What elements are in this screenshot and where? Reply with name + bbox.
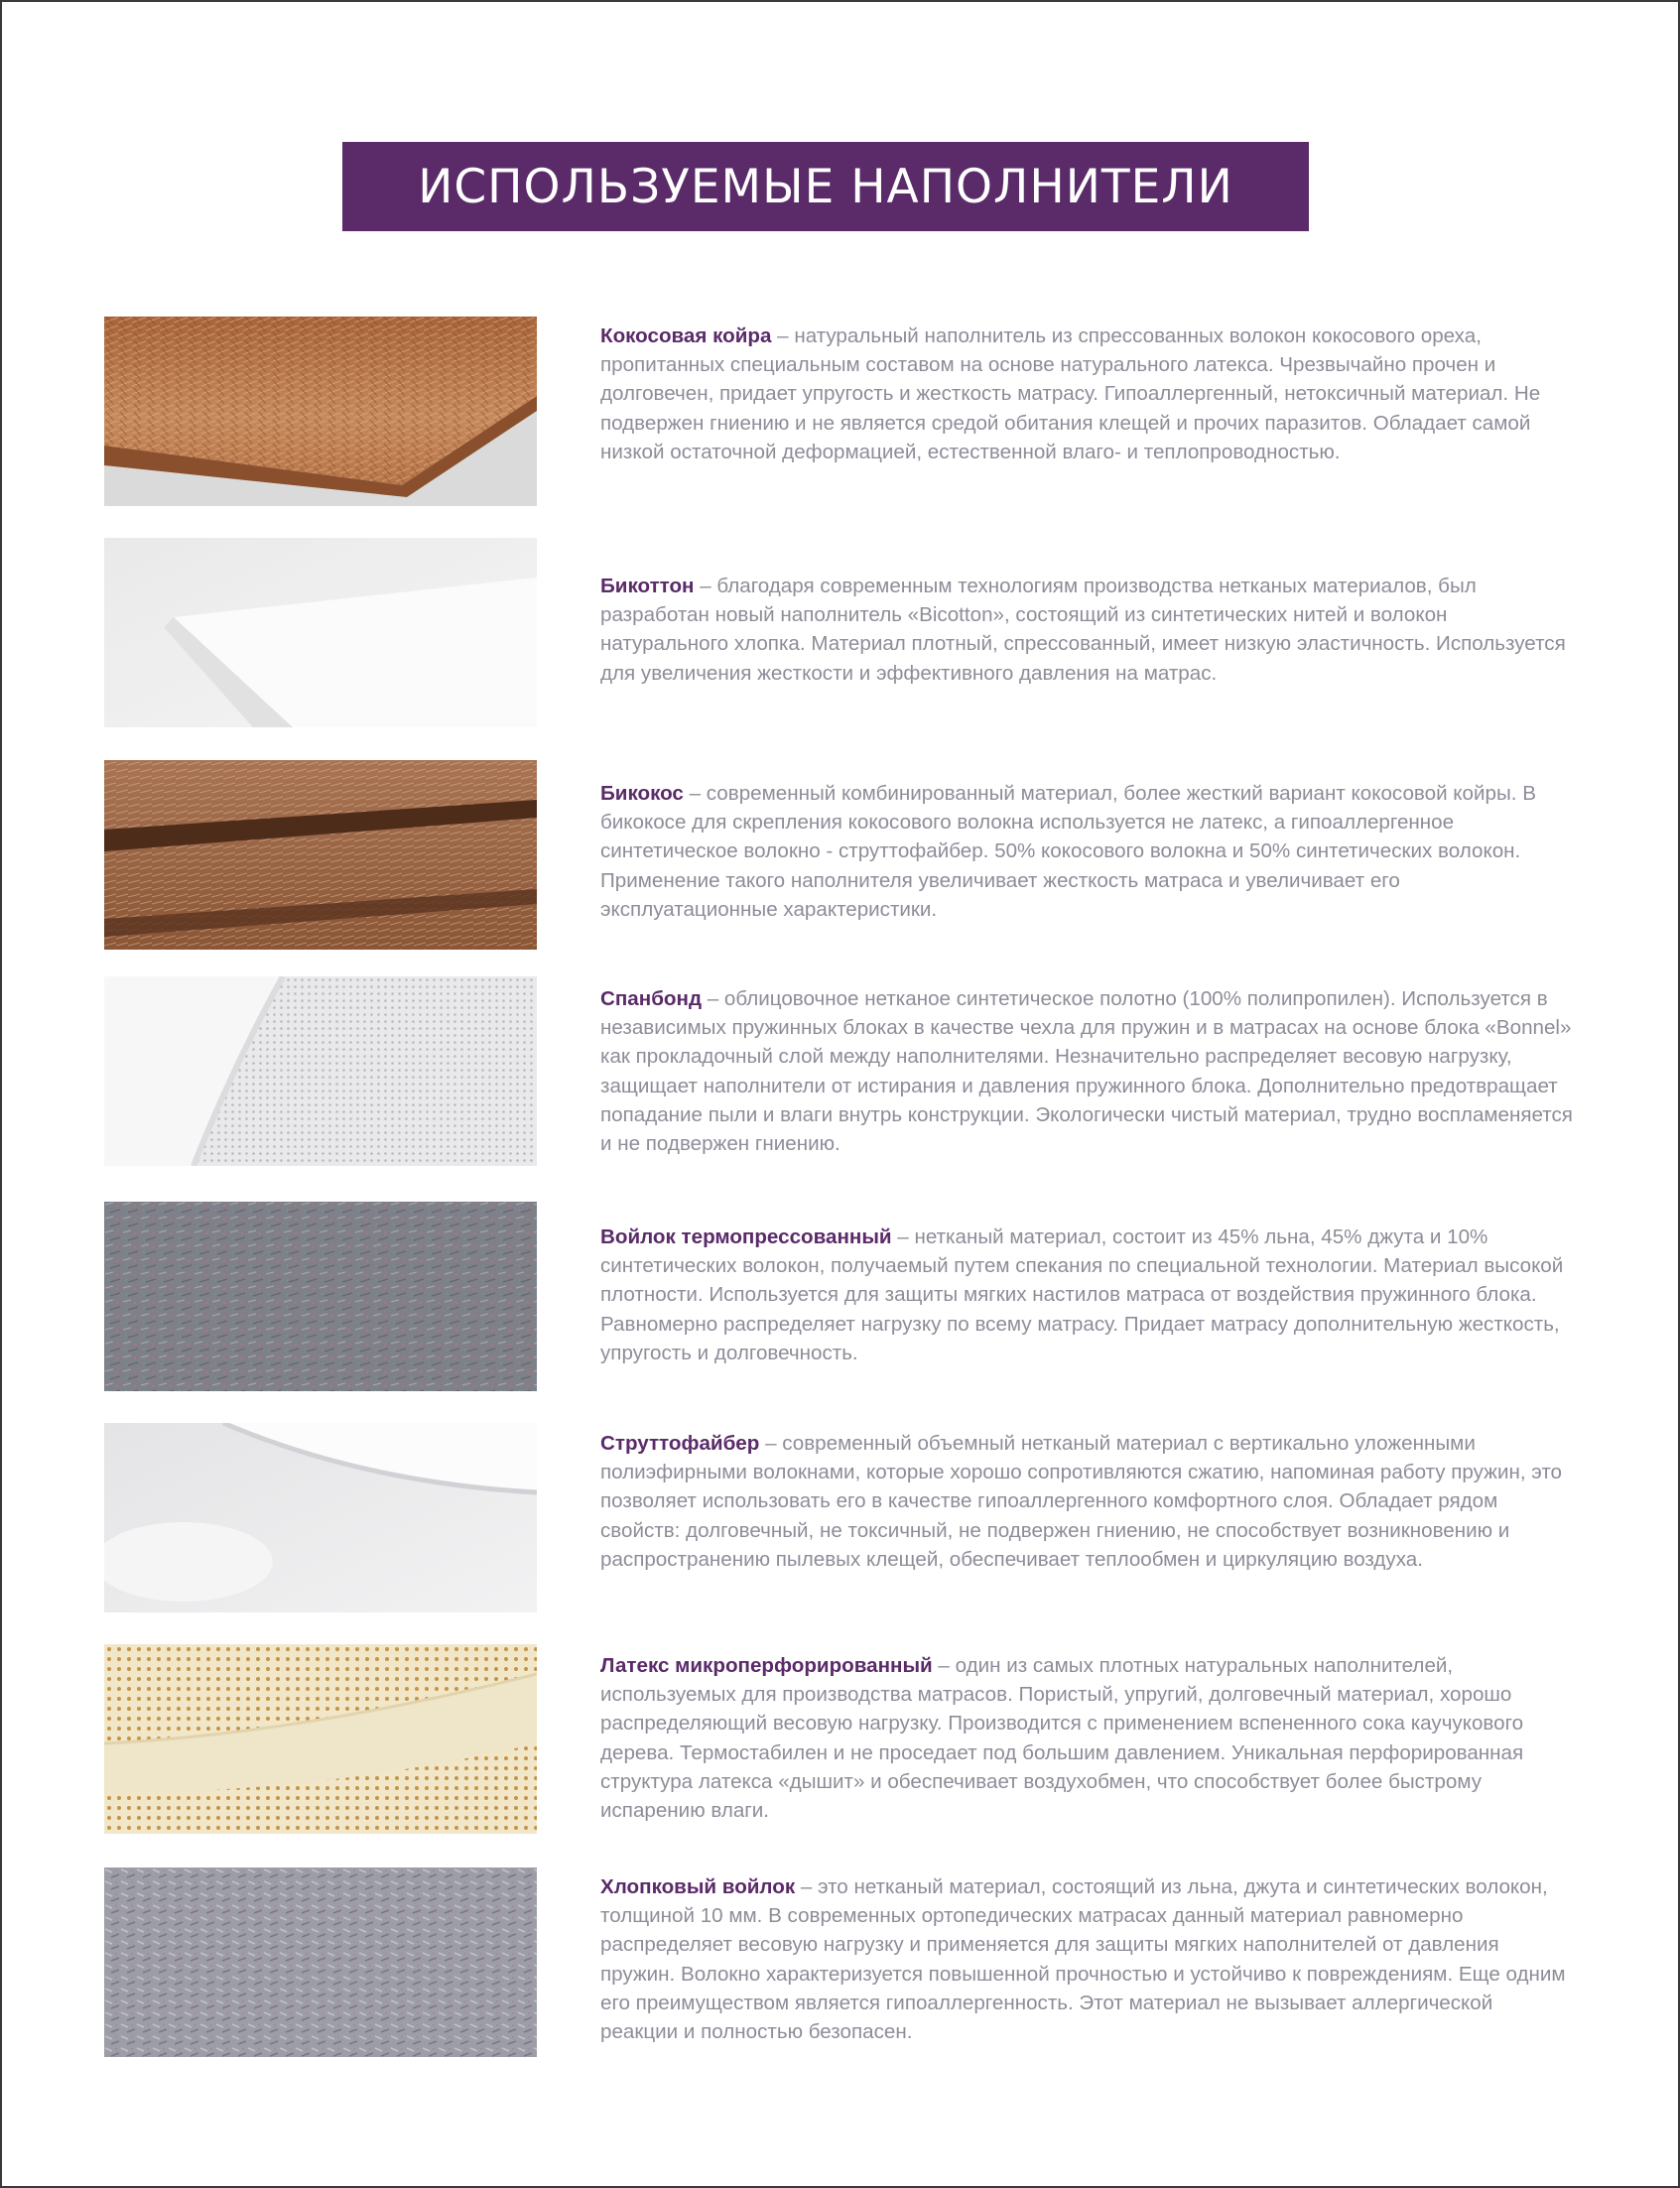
material-name: Струттофайбер	[600, 1432, 760, 1455]
material-name: Хлопковый войлок	[600, 1875, 796, 1898]
material-text: – это нетканый материал, состоящий из льна, джута и синтетических волокон, толщиной 10 мм. В современных ортопедических матрасах данный материал равномерно распределяет весовую нагрузку и применяется для защиты мягких наполнителей от давления пружин. Волокно характеризуется повышенной прочностью и устойчиво к повреждениям. Еще одним его преимуществом является гипоаллергенность. Этот материал не вызывает аллергической реакции и полностью безопасен.	[600, 1875, 1566, 2044]
bicocos-image	[104, 760, 537, 950]
cotton-felt-image	[104, 1867, 537, 2057]
material-description	[600, 322, 1573, 466]
coconut-coir-image	[104, 317, 537, 506]
material-text: – благодаря современным технологиям производства нетканых материалов, был разработан новый наполнитель «Bicotton», состоящий из синтетических нитей и волокон натурального хлопка. Материал плотный, спрессованный, имеет низкую эластичность. Используется для увеличения жесткости и эффективного давления на матрас.	[600, 575, 1566, 685]
material-name: Спанбонд	[600, 987, 703, 1010]
material-description	[600, 1223, 1573, 1367]
thermo-felt-image	[104, 1202, 537, 1391]
material-name: Кокосовая койра	[600, 324, 772, 347]
title-banner	[342, 142, 1309, 231]
struttofiber-image	[104, 1423, 537, 1612]
material-description	[600, 1429, 1573, 1574]
material-text: – современный комбинированный материал, более жесткий вариант кокосовой койры. В бикокосе для скрепления кокосового волокна используется не латекс, а гипоаллергенное синтетическое волокно - струттофайбер. 50% кокосового волокна и 50% синтетических волокон. Применение такого наполнителя увеличивает жесткость матраса и увеличивает его эксплуатационные характеристики.	[600, 782, 1536, 921]
material-description	[600, 1872, 1573, 2046]
material-text: – современный объемный нетканый материал с вертикально уложенными полиэфирными волокнами, которые хорошо сопротивляются сжатию, напоминая работу пружин, это позволяет использовать его в качестве гипоаллергенного комфортного слоя. Обладает рядом свойств: долговечный, не токсичный, не подвержен гниению, не способствует возникновению и распространению пылевых клещей, обеспечивает теплообмен и циркуляцию воздуха.	[600, 1432, 1562, 1571]
material-text: – натуральный наполнитель из спрессованных волокон кокосового ореха, пропитанных специальным составом на основе натурального латекса. Чрезвычайно прочен и долговечен, придает упругость и жесткость матрасу. Гипоаллергенный, нетоксичный материал. Не подвержен гниению и не является средой обитания клещей и прочих паразитов. Обладает самой низкой остаточной деформацией, естественной влаго- и теплопроводностью.	[600, 324, 1541, 463]
material-description	[600, 779, 1573, 924]
material-text: – один из самых плотных натуральных наполнителей, используемых для производства матрасов. Пористый, упругий, долговечный материал, хорошо распределяющий весовую нагрузку. Производится с применением вспененного сока каучукового дерева. Термостабилен и не проседает под большим давлением. Уникальная перфорированная структура латекса «дышит» и обеспечивает воздухобмен, что способствует более быстрому испарению влаги.	[600, 1654, 1524, 1823]
page-title: ИСПОЛЬЗУЕМЫЕ НАПОЛНИТЕЛИ	[418, 159, 1233, 214]
spunbond-image	[104, 976, 537, 1166]
material-description	[600, 984, 1573, 1158]
bicotton-image	[104, 538, 537, 727]
material-name: Бикоттон	[600, 575, 695, 597]
latex-image	[104, 1644, 537, 1834]
material-text: – нетканый материал, состоит из 45% льна, 45% джута и 10% синтетических волокон, получаемый путем спекания по специальной технологии. Материал высокой плотности. Используется для защиты мягких настилов матраса от воздействия пружинного блока. Равномерно распределяет нагрузку по всему матрасу. Придает матрасу дополнительную жесткость, упругость и долговечность.	[600, 1225, 1564, 1364]
material-description	[600, 572, 1573, 688]
material-description	[600, 1651, 1573, 1825]
material-text: – облицовочное нетканое синтетическое полотно (100% полипропилен). Используется в независимых пружинных блоках в качестве чехла для пружин и в матрасах на основе блока «Bonnel» как прокладочный слой между наполнителями. Незначительно распределяет весовую нагрузку, защищает наполнители от истирания и давления пружинного блока. Дополнительно предотвращает попадание пыли и влаги внутрь конструкции. Экологически чистый материал, трудно воспламеняется и не подвержен гниению.	[600, 987, 1573, 1156]
material-name: Бикокос	[600, 782, 684, 805]
material-name: Латекс микроперфорированный	[600, 1654, 933, 1677]
material-name: Войлок термопрессованный	[600, 1225, 892, 1248]
